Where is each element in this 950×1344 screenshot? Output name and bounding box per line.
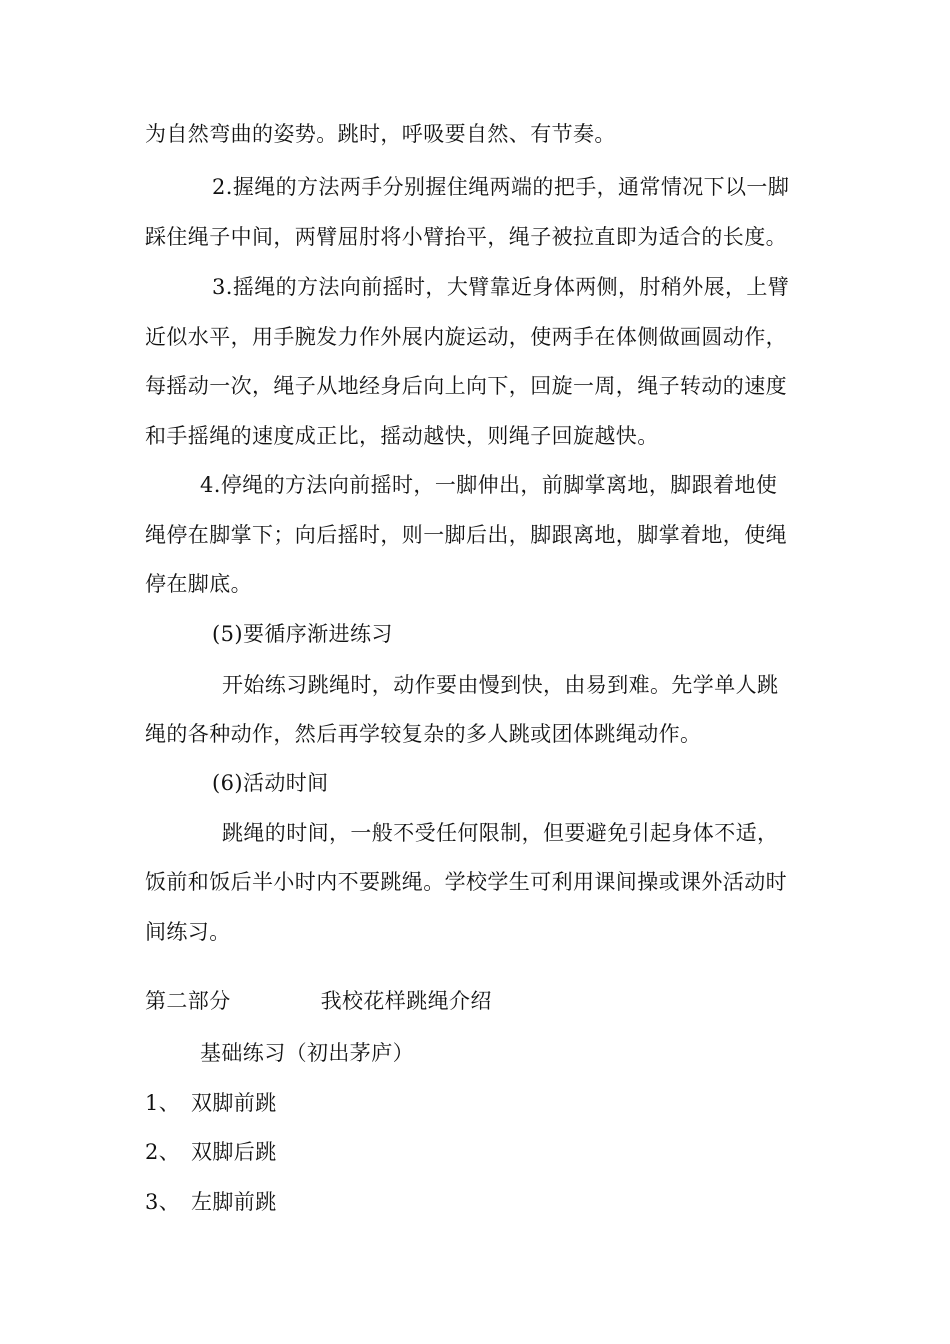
list-item	[145, 1088, 277, 1118]
list-item-number: 3、	[145, 1190, 181, 1214]
list-item	[145, 1187, 277, 1217]
text-line: 近似水平，用手腕发力作外展内旋运动，使两手在体侧做画圆动作，	[145, 325, 787, 349]
text-line: 跳绳的时间，一般不受任何限制，但要避免引起身体不适，	[222, 821, 779, 845]
text-line: 绳停在脚掌下；向后摇时，则一脚后出，脚跟离地，脚掌着地，使绳	[145, 523, 787, 547]
list-item-number: 1、	[145, 1091, 181, 1115]
list-item-text: 双脚后跳	[191, 1140, 277, 1164]
list-item-text: 左脚前跳	[191, 1190, 277, 1214]
subsection-heading: (5)要循序渐进练习	[212, 622, 393, 646]
list-item	[145, 1137, 277, 1167]
text-line: 绳的各种动作，然后再学较复杂的多人跳或团体跳绳动作。	[145, 722, 702, 746]
section-part-label: 第二部分	[145, 989, 231, 1013]
text-line: 踩住绳子中间，两臂屈肘将小臂抬平，绳子被拉直即为适合的长度。	[145, 225, 787, 249]
text-line: 为自然弯曲的姿势。跳时，呼吸要自然、有节奏。	[145, 122, 616, 146]
text-line: 开始练习跳绳时，动作要由慢到快，由易到难。先学单人跳	[222, 673, 779, 697]
text-line: 2.握绳的方法两手分别握住绳两端的把手，通常情况下以一脚	[212, 175, 790, 199]
text-line: 和手摇绳的速度成正比，摇动越快，则绳子回旋越快。	[145, 424, 659, 448]
text-line: 停在脚底。	[145, 572, 252, 596]
section-title: 我校花样跳绳介绍	[320, 989, 492, 1013]
list-item-text: 双脚前跳	[191, 1091, 277, 1115]
subsection-heading: (6)活动时间	[212, 771, 329, 795]
text-line: 3.摇绳的方法向前摇时，大臂靠近身体两侧，肘稍外展，上臂	[212, 275, 790, 299]
text-line: 4.停绳的方法向前摇时，一脚伸出，前脚掌离地，脚跟着地使	[200, 473, 778, 497]
section-heading	[145, 986, 492, 1016]
text-line: 饭前和饭后半小时内不要跳绳。学校学生可利用课间操或课外活动时	[145, 870, 787, 894]
section-subtitle: 基础练习（初出茅庐）	[200, 1041, 414, 1065]
text-line: 间练习。	[145, 920, 231, 944]
text-line: 每摇动一次，绳子从地经身后向上向下，回旋一周，绳子转动的速度	[145, 374, 787, 398]
list-item-number: 2、	[145, 1140, 181, 1164]
